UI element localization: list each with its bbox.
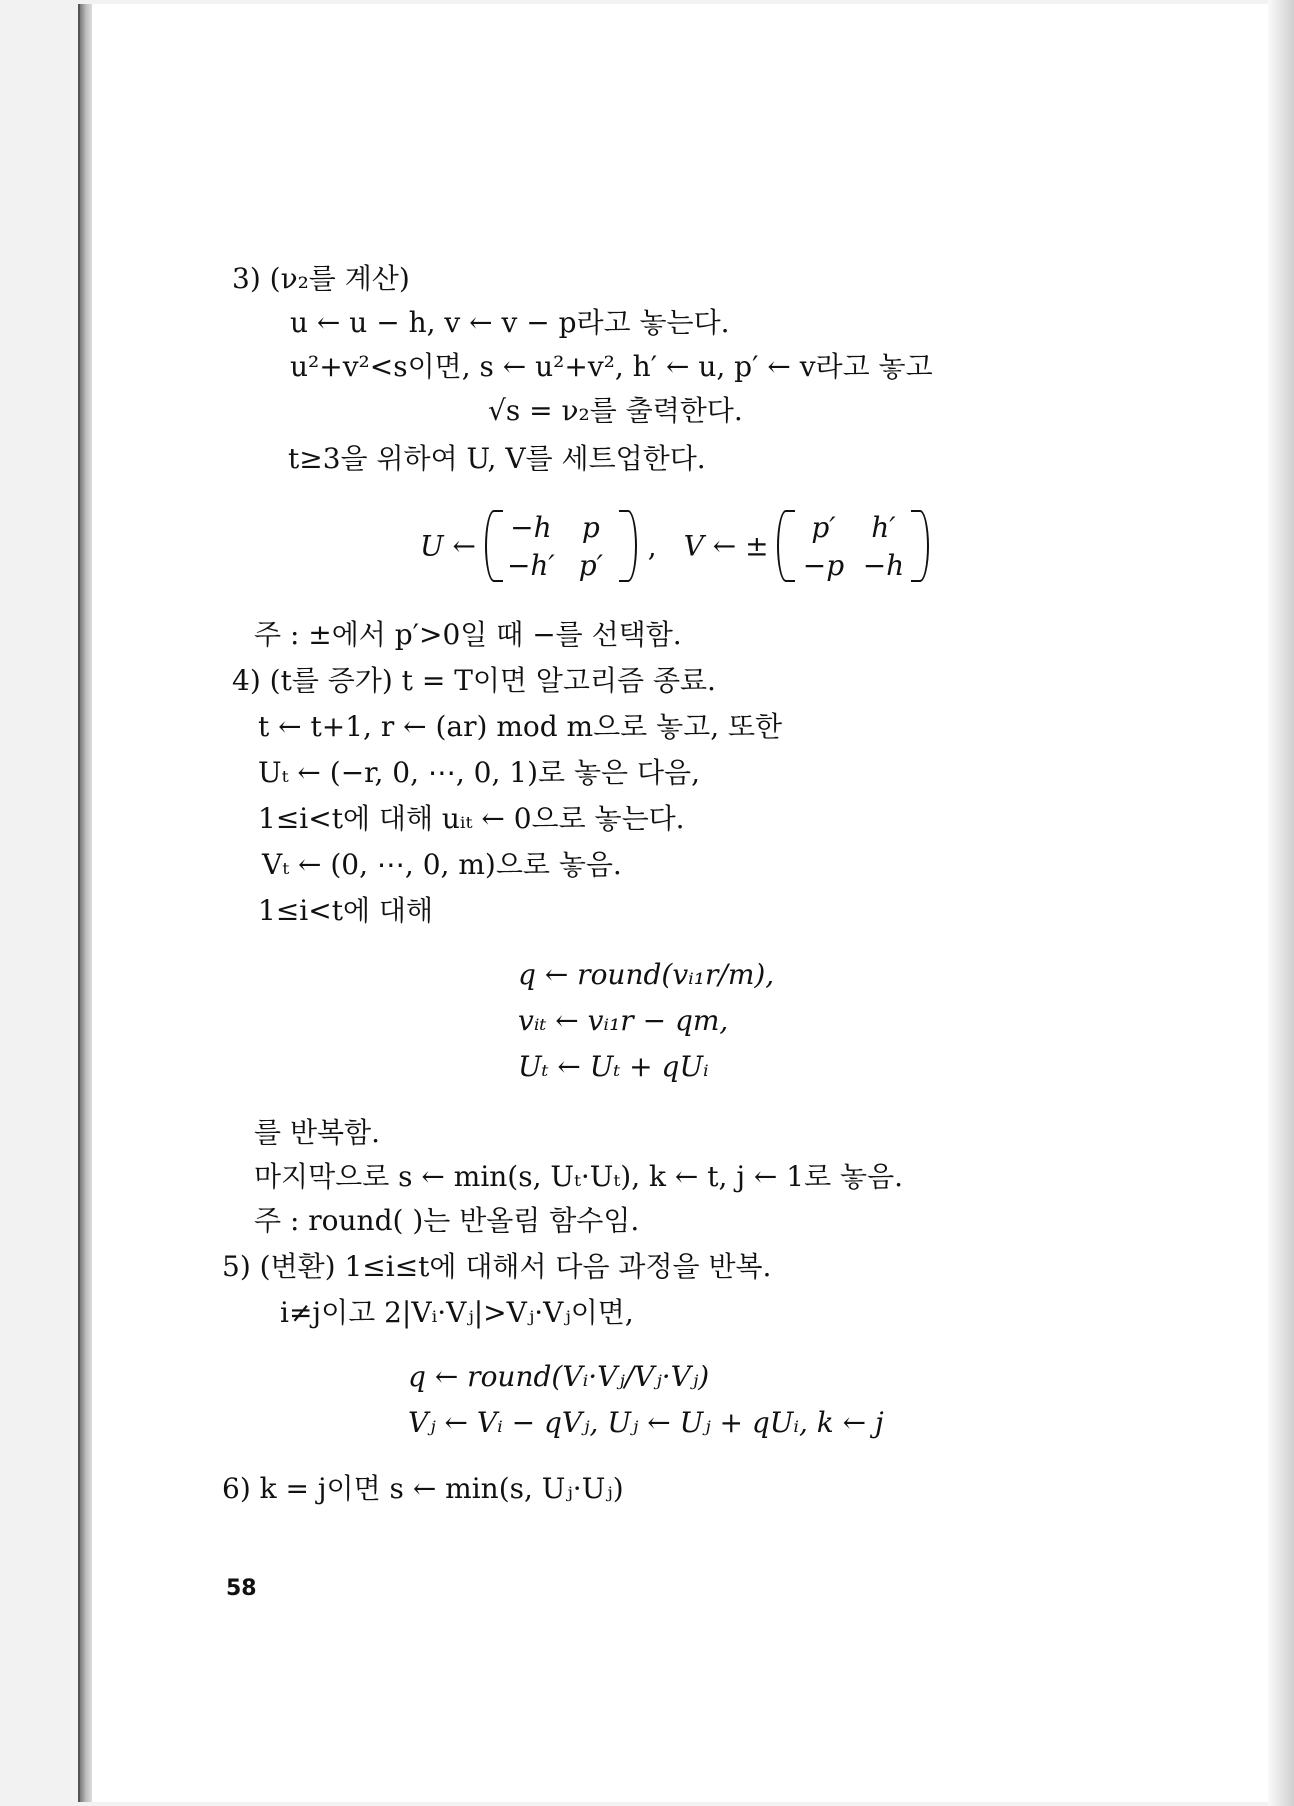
step-4-line-3: 1≤i<t에 대해 uᵢₜ ← 0으로 놓는다. [258,802,685,835]
step-5-line-1: i≠j이고 2|Vᵢ·Vⱼ|>Vⱼ·Vⱼ이면, [280,1296,634,1329]
step-4-line-5: 1≤i<t에 대해 [258,894,433,927]
matrix-equation [420,508,929,584]
step-4-equation-3: Uₜ ← Uₜ + qUᵢ [518,1050,709,1083]
step-6-heading: 6) k = j이면 s ← min(s, Uⱼ·Uⱼ) [222,1472,624,1505]
step-4-equation-1: q ← round(vᵢ₁r/m), [518,958,775,991]
step-4-line-6: 를 반복함. [254,1116,380,1149]
v-assign-label: V ← ± [683,529,769,563]
step-4-line-4: Vₜ ← (0, ⋯, 0, m)으로 놓음. [262,848,622,881]
v-matrix-cell: −h [862,548,905,582]
page-number: 58 [226,1576,257,1601]
matrix-separator: , [647,529,657,563]
v-matrix [777,508,929,584]
u-matrix [485,508,637,584]
u-matrix-cell: −h′ [506,548,555,582]
step-4-heading: 4) (t를 증가) t = T이면 알고리즘 종료. [232,664,716,697]
u-matrix-cell: −h [510,510,552,544]
u-assign-label: U ← [420,529,476,563]
step-5-heading: 5) (변환) 1≤i≤t에 대해서 다음 과정을 반복. [222,1250,772,1283]
v-matrix-cell: h′ [871,510,896,544]
step-3-line-2: u²+v²<s이면, s ← u²+v², h′ ← u, p′ ← v라고 놓고 [290,350,933,383]
step-4-equation-2: vᵢₜ ← vᵢ₁r − qm, [518,1004,729,1037]
step-3-line-4: t≥3을 위하여 U, V를 세트업한다. [288,442,706,475]
step-3-note: 주 : ±에서 p′>0일 때 −를 선택함. [254,618,682,651]
page-right-edge [1268,0,1294,1806]
step-3-line-1: u ← u − h, v ← v − p라고 놓는다. [290,306,730,339]
step-5-equation-2: Vⱼ ← Vᵢ − qVⱼ, Uⱼ ← Uⱼ + qUᵢ, k ← j [408,1406,884,1439]
step-4-line-1: t ← t+1, r ← (ar) mod m으로 놓고, 또한 [258,710,783,743]
step-4-note: 주 : round( )는 반올림 함수임. [254,1204,640,1237]
step-5-equation-1: q ← round(Vᵢ·Vⱼ/Vⱼ·Vⱼ) [408,1360,710,1393]
step-4-line-7: 마지막으로 s ← min(s, Uₜ·Uₜ), k ← t, j ← 1로 놓음. [254,1160,904,1193]
v-matrix-cell: −p [802,548,845,582]
v-matrix-cell: p′ [811,510,836,544]
step-3-line-3: √s = ν₂를 출력한다. [488,394,743,427]
u-matrix-cell: p′ [578,548,604,582]
step-4-line-2: Uₜ ← (−r, 0, ⋯, 0, 1)로 놓은 다음, [258,756,700,789]
u-matrix-cell: p [581,510,600,544]
step-3-heading: 3) (ν₂를 계산) [232,262,410,295]
